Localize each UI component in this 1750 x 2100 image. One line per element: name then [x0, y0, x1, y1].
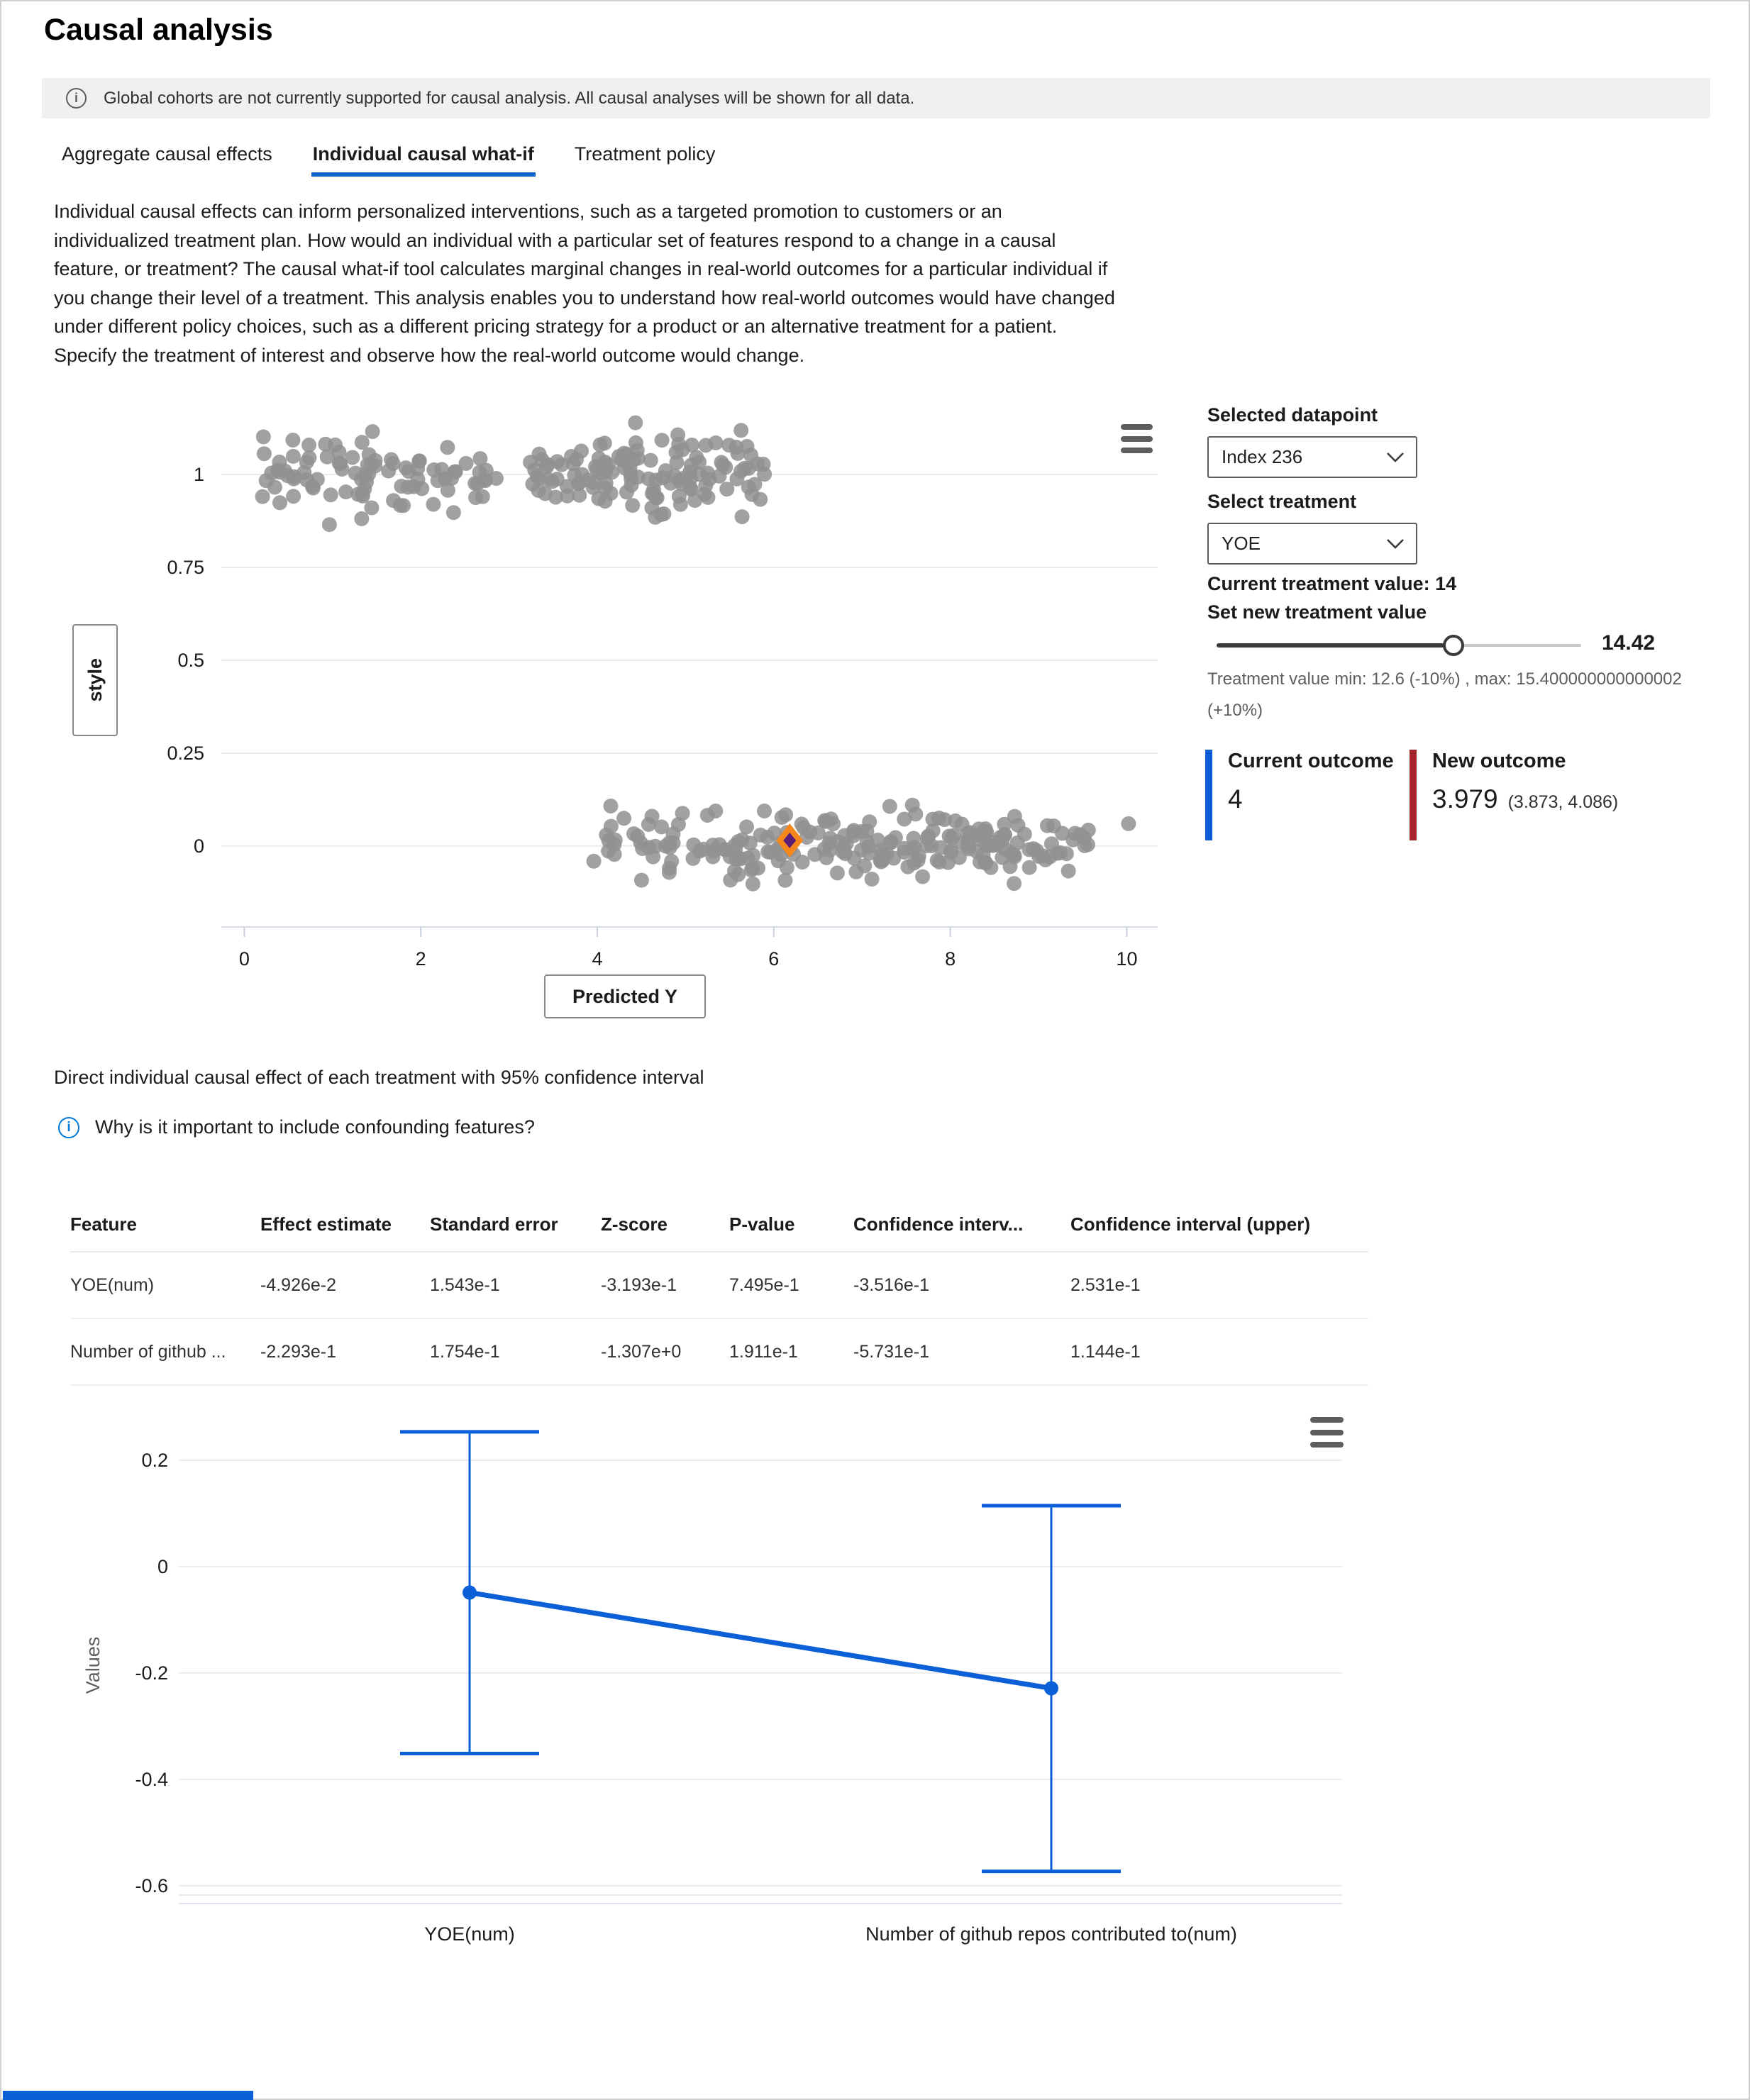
table-cell: 2.531e-1 [1070, 1274, 1141, 1295]
y-tick-label: 1 [193, 464, 204, 485]
scatter-point[interactable] [746, 877, 760, 891]
table-cell: YOE(num) [70, 1274, 155, 1295]
x-tick-label: 8 [945, 948, 956, 970]
menu-bar [1310, 1417, 1344, 1423]
scatter-point[interactable] [817, 813, 832, 828]
y-tick-label: 0 [157, 1555, 168, 1577]
column-header[interactable]: Effect estimate [260, 1213, 392, 1235]
menu-bar [1121, 436, 1153, 442]
scatter-point[interactable] [256, 429, 271, 444]
column-header[interactable]: Standard error [430, 1213, 558, 1235]
scatter-point[interactable] [932, 855, 947, 870]
scatter-point[interactable] [426, 497, 441, 512]
scatter-point[interactable] [777, 873, 792, 888]
scatter-point[interactable] [438, 472, 453, 487]
errorbar-chart-menu-icon[interactable] [1310, 1417, 1344, 1448]
scatter-point[interactable] [729, 440, 744, 455]
scatter-point[interactable] [459, 456, 474, 471]
scatter-point[interactable] [350, 487, 365, 501]
column-header[interactable]: Z-score [601, 1213, 668, 1235]
scatter-point[interactable] [541, 472, 555, 487]
scatter-point[interactable] [607, 837, 621, 852]
scatter-point[interactable] [823, 830, 838, 845]
select-treatment-label: Select treatment [1207, 491, 1357, 512]
scatter-point[interactable] [924, 838, 939, 853]
scatter-point[interactable] [410, 461, 425, 476]
menu-bar [1310, 1430, 1344, 1435]
scatter-point[interactable] [697, 487, 712, 501]
y-tick-label: 0 [193, 835, 204, 857]
scatter-point[interactable] [1053, 845, 1068, 860]
scatter-point[interactable] [674, 476, 689, 491]
causal-effects-errorbar-chart[interactable] [44, 1406, 1420, 1973]
scatter-point[interactable] [354, 511, 369, 526]
scatter-point[interactable] [685, 438, 699, 452]
x-tick-label: 0 [238, 948, 250, 970]
x-axis-label-button[interactable] [544, 974, 706, 1018]
info-icon: i [58, 1117, 79, 1138]
scatter-point[interactable] [973, 855, 987, 870]
scatter-point[interactable] [915, 870, 930, 884]
scatter-point[interactable] [744, 862, 759, 877]
new-outcome-value: 3.979 [1432, 784, 1498, 813]
scatter-point[interactable] [604, 819, 619, 834]
y-tick-label: 0.2 [141, 1449, 168, 1471]
current-treatment-value-text: Current treatment value: 14 [1207, 573, 1457, 594]
scatter-point[interactable] [702, 472, 716, 487]
scatter-point[interactable] [671, 817, 686, 832]
footer-accent-bar [3, 2091, 253, 2100]
scatter-point[interactable] [723, 850, 738, 865]
effects-heading: Direct individual causal effect of each treatment with 95% confidence interval [54, 1067, 704, 1088]
slider-value: 14.42 [1602, 631, 1656, 655]
scatter-point[interactable] [604, 799, 619, 813]
scatter-point[interactable] [995, 850, 1009, 865]
scatter-point[interactable] [348, 466, 363, 481]
scatter-point[interactable] [1073, 827, 1087, 842]
scatter-point[interactable] [648, 490, 663, 505]
scatter-point[interactable] [286, 449, 301, 464]
table-cell: 7.495e-1 [729, 1274, 799, 1295]
x-tick-label: 10 [1116, 948, 1138, 970]
scatter-point[interactable] [757, 804, 772, 818]
scatter-point[interactable] [333, 456, 348, 471]
scatter-point[interactable] [795, 855, 810, 870]
tab-aggregate-causal-effects[interactable]: Aggregate causal effects [60, 139, 274, 177]
scatter-point[interactable] [386, 493, 401, 508]
scatter-point[interactable] [780, 860, 794, 875]
x-axis-label: Predicted Y [572, 985, 678, 1007]
scatter-point[interactable] [267, 479, 282, 494]
scatter-point[interactable] [257, 446, 272, 461]
scatter-point[interactable] [1017, 827, 1032, 842]
scatter-point[interactable] [731, 834, 746, 849]
slider-fill [1217, 643, 1453, 648]
tab-individual-causal-what-if[interactable]: Individual causal what-if [311, 139, 536, 177]
scatter-point[interactable] [286, 489, 301, 504]
y-tick-label: 0.5 [177, 649, 204, 671]
scatter-point[interactable] [306, 481, 321, 496]
scatter-point[interactable] [550, 454, 565, 469]
table-cell: 1.911e-1 [729, 1341, 798, 1362]
table-cell: -3.516e-1 [853, 1274, 930, 1295]
current-outcome-label: Current outcome [1228, 750, 1394, 772]
scatter-point[interactable] [883, 835, 898, 850]
scatter-point[interactable] [753, 828, 768, 843]
new-outcome-ci: (3.873, 4.086) [1507, 792, 1619, 812]
scatter-point[interactable] [634, 873, 649, 888]
scatter-point[interactable] [671, 437, 686, 452]
y-tick-label: 0.75 [167, 556, 204, 578]
tab-bar [60, 139, 716, 177]
scatter-point[interactable] [384, 452, 399, 467]
scatter-point[interactable] [794, 816, 809, 831]
scatter-point[interactable] [604, 465, 619, 479]
scatter-point[interactable] [598, 494, 613, 509]
scatter-point[interactable] [739, 819, 754, 834]
treatment-range-note: Treatment value min: 12.6 (-10%) , max: 15.400000000000002 (+10%) [1207, 670, 1682, 720]
scatter-point[interactable] [746, 848, 760, 863]
treatment-value: YOE [1222, 533, 1261, 554]
scatter-point[interactable] [906, 831, 921, 846]
scatter-point[interactable] [716, 457, 731, 472]
y-tick-label: -0.6 [135, 1874, 168, 1896]
scatter-point[interactable] [870, 833, 885, 848]
scatter-point[interactable] [743, 448, 758, 462]
scatter-point[interactable] [662, 865, 677, 880]
scatter-point[interactable] [616, 811, 631, 826]
scatter-point[interactable] [886, 851, 901, 866]
scatter-point[interactable] [727, 864, 742, 879]
chevron-down-icon [1386, 452, 1405, 463]
scatter-point[interactable] [874, 855, 889, 870]
scatter-point[interactable] [692, 844, 707, 859]
causal-effects-table [70, 1197, 1368, 1386]
whatif-scatter-chart[interactable] [44, 399, 1193, 1044]
scatter-point[interactable] [475, 489, 490, 504]
scatter-point[interactable] [756, 457, 771, 472]
current-outcome-block [1205, 750, 1394, 840]
table-header-row [70, 1197, 1368, 1252]
banner-text: Global cohorts are not currently supported for causal analysis. All causal analyses will be shown for all data. [104, 88, 915, 108]
y-tick-label: -0.2 [135, 1662, 168, 1684]
scatter-point[interactable] [747, 477, 762, 491]
scatter-point[interactable] [285, 433, 300, 448]
scatter-point[interactable] [365, 424, 380, 439]
scatter-point[interactable] [706, 850, 721, 865]
x-tick-label: 2 [415, 948, 426, 970]
confounding-info-link[interactable] [58, 1116, 535, 1138]
new-outcome-bar [1410, 750, 1417, 840]
scatter-point[interactable] [587, 475, 602, 490]
scatter-point[interactable] [587, 854, 602, 869]
scatter-point[interactable] [897, 812, 912, 827]
x-tick-label: 6 [768, 948, 780, 970]
table-cell: Number of github ... [70, 1341, 226, 1362]
scatter-point[interactable] [699, 438, 714, 452]
treatment-dropdown[interactable] [1207, 523, 1417, 565]
effect-line[interactable] [470, 1593, 1051, 1689]
scatter-point[interactable] [654, 819, 669, 834]
x-tick-label: 4 [592, 948, 603, 970]
current-outcome-bar [1205, 750, 1212, 840]
new-outcome-block [1410, 750, 1618, 840]
page-title: Causal analysis [44, 13, 273, 47]
scatter-point[interactable] [692, 455, 707, 470]
scatter-point[interactable] [719, 482, 734, 496]
selected-datapoint-value: Index 236 [1222, 446, 1303, 467]
scatter-point[interactable] [1007, 876, 1021, 891]
x-category-label: YOE(num) [424, 1923, 515, 1945]
scatter-point[interactable] [963, 825, 978, 840]
table-cell: -2.293e-1 [260, 1341, 337, 1362]
scatter-point[interactable] [865, 872, 880, 887]
scatter-point[interactable] [534, 452, 549, 467]
info-banner [42, 78, 1710, 118]
scatter-point[interactable] [937, 812, 952, 827]
table-cell: 1.754e-1 [430, 1341, 500, 1362]
scatter-point[interactable] [635, 841, 650, 856]
scatter-point[interactable] [741, 461, 756, 476]
menu-bar [1121, 448, 1153, 453]
x-category-label: Number of github repos contributed to(num) [865, 1923, 1237, 1945]
y-axis-title: Values [82, 1636, 104, 1694]
scatter-point[interactable] [1055, 826, 1070, 841]
new-outcome-label: New outcome [1432, 750, 1566, 772]
scatter-point[interactable] [1121, 816, 1136, 831]
whatif-description: Individual causal effects can inform personalized interventions, such as a targeted promotion to customers or an individualized treatment plan. How would an individual with a particular set of features respond to a change in a causal feature, or treatment? The causal what-if tool calculates marginal changes in real-world outcomes for a particular individual if you change their level of a treatment. This analysis enables you to understand how real-world outcomes would have changed under different policy choices, such as a different pricing strategy for a product or an alternative treatment for a patient. Specify the treatment of interest and observe how the real-world outcome would change. [54, 201, 1115, 366]
scatter-point[interactable] [905, 798, 920, 813]
scatter-point[interactable] [414, 482, 429, 496]
selected-datapoint-dropdown[interactable] [1207, 436, 1417, 478]
scatter-point[interactable] [760, 845, 775, 860]
table-cell: 1.144e-1 [1070, 1341, 1141, 1362]
scatter-point[interactable] [297, 465, 311, 480]
table-cell: -3.193e-1 [601, 1274, 677, 1295]
tab-treatment-policy[interactable]: Treatment policy [573, 139, 717, 177]
effect-point[interactable] [1044, 1682, 1058, 1696]
scatter-point[interactable] [655, 433, 670, 448]
column-header[interactable]: Confidence interv... [853, 1213, 1024, 1235]
table-cell: -4.926e-2 [260, 1274, 337, 1295]
table-cell: 1.543e-1 [430, 1274, 500, 1295]
scatter-point[interactable] [753, 492, 768, 507]
y-axis-label: style [84, 658, 106, 702]
scatter-point[interactable] [440, 440, 455, 455]
confounding-link-text: Why is it important to include confounding features? [95, 1116, 535, 1138]
y-axis-label-button[interactable] [72, 624, 118, 736]
scatter-point[interactable] [625, 498, 640, 513]
scatter-point[interactable] [301, 438, 316, 452]
scatter-point[interactable] [643, 453, 658, 468]
y-tick-label: -0.4 [135, 1768, 168, 1790]
scatter-chart-menu-icon[interactable] [1121, 424, 1153, 453]
effect-point[interactable] [463, 1586, 477, 1600]
scatter-point[interactable] [658, 463, 673, 478]
scatter-point[interactable] [830, 865, 845, 880]
scatter-point[interactable] [322, 517, 337, 532]
scatter-point[interactable] [364, 501, 379, 516]
scatter-point[interactable] [735, 509, 750, 524]
scatter-point[interactable] [472, 465, 487, 479]
scatter-point[interactable] [990, 838, 1005, 852]
scatter-point[interactable] [628, 416, 643, 430]
scatter-point[interactable] [446, 505, 461, 520]
scatter-point[interactable] [264, 466, 279, 481]
scatter-point[interactable] [1038, 852, 1053, 867]
scatter-point[interactable] [626, 452, 641, 467]
scatter-point[interactable] [846, 823, 861, 838]
scatter-point[interactable] [323, 487, 338, 502]
scatter-point[interactable] [624, 478, 639, 493]
scatter-point[interactable] [733, 423, 748, 438]
current-outcome-value: 4 [1228, 784, 1243, 813]
scatter-point[interactable] [589, 462, 604, 477]
scatter-point[interactable] [574, 443, 589, 458]
scatter-point[interactable] [882, 799, 897, 814]
treatment-value-slider[interactable] [1217, 635, 1581, 656]
scatter-point[interactable] [662, 835, 677, 850]
scatter-point[interactable] [912, 849, 926, 864]
scatter-point[interactable] [320, 450, 335, 465]
scatter-point[interactable] [280, 468, 295, 483]
scatter-point[interactable] [318, 437, 333, 452]
scatter-point[interactable] [708, 804, 723, 818]
slider-handle[interactable] [1443, 635, 1464, 656]
selected-datapoint-label: Selected datapoint [1207, 404, 1378, 426]
table-row[interactable] [70, 1252, 1368, 1319]
menu-bar [1121, 424, 1153, 430]
scatter-point[interactable] [942, 829, 957, 844]
scatter-point[interactable] [255, 489, 270, 504]
scatter-point[interactable] [272, 495, 287, 510]
scatter-point[interactable] [926, 823, 941, 838]
chevron-down-icon [1386, 538, 1405, 550]
column-header[interactable]: Confidence interval (upper) [1070, 1213, 1311, 1235]
table-cell: -1.307e+0 [601, 1341, 682, 1362]
column-header[interactable]: P-value [729, 1213, 795, 1235]
column-header[interactable]: Feature [70, 1213, 137, 1235]
scatter-point[interactable] [835, 844, 850, 859]
scatter-point[interactable] [778, 807, 793, 822]
table-cell: -5.731e-1 [853, 1341, 930, 1362]
set-new-treatment-label: Set new treatment value [1207, 601, 1427, 623]
scatter-point[interactable] [952, 850, 967, 865]
scatter-point[interactable] [560, 479, 575, 494]
info-icon: i [66, 88, 87, 109]
menu-bar [1310, 1442, 1344, 1448]
scatter-point[interactable] [401, 479, 416, 494]
scatter-point[interactable] [1061, 864, 1076, 879]
y-tick-label: 0.25 [167, 742, 204, 764]
scatter-point[interactable] [355, 435, 370, 450]
table-row[interactable] [70, 1319, 1368, 1386]
scatter-point[interactable] [593, 438, 608, 452]
